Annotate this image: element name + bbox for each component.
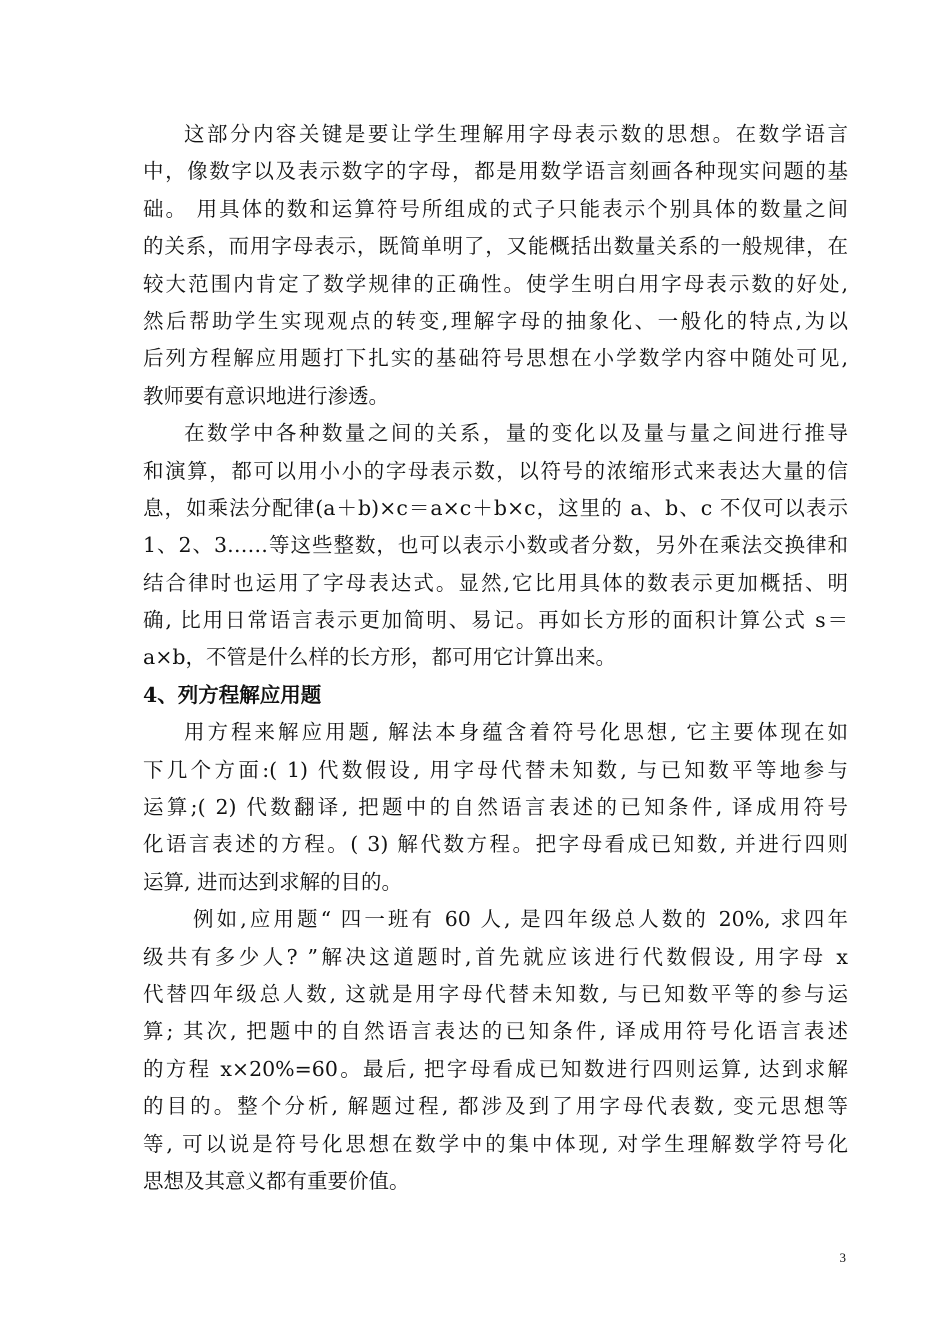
text-line: 的目的。整个分析, 解题过程, 都涉及到了用字母代表数, 变元思想等 (143, 1094, 848, 1119)
text-line: 化语言表述的方程。( 3) 解代数方程。把字母看成已知数, 并进行四则 (143, 832, 848, 857)
text-line: 思想及其意义都有重要价值。 (143, 1168, 410, 1193)
text-line: 中，像数字以及表示数字的字母，都是用数学语言刻画各种现实问题的基 (143, 159, 848, 184)
text-line: a×b，不管是什么样的长方形，都可用它计算出来。 (143, 645, 617, 670)
text-line: 用方程来解应用题, 解法本身蕴含着符号化思想, 它主要体现在如 (184, 720, 848, 745)
text-line: 这部分内容关键是要让学生理解用字母表示数的思想。在数学语言 (184, 122, 848, 146)
text-line: 运算;( 2) 代数翻译, 把题中的自然语言表述的已知条件, 译成用符号 (143, 795, 848, 820)
text-line: 等, 可以说是符号化思想在数学中的集中体现, 对学生理解数学符号化 (143, 1131, 848, 1156)
document-body (143, 116, 848, 1200)
text-line: 的方程 x×20%=60。最后, 把字母看成已知数进行四则运算, 达到求解 (143, 1056, 848, 1081)
text-line: 的关系，而用字母表示，既简单明了，又能概括出数量关系的一般规律，在 (143, 234, 848, 259)
paragraph-symbol-thinking (143, 116, 848, 415)
text-line: 结合律时也运用了字母表达式。显然,它比用具体的数表示更加概括、明 (143, 570, 848, 595)
text-line: 级共有多少人? ”解决这道题时,首先就应该进行代数假设, 用字母 x (143, 944, 848, 969)
paragraph-example (143, 901, 848, 1200)
text-line: 教师要有意识地进行渗透。 (143, 383, 389, 408)
text-line: 运算, 进而达到求解的目的。 (143, 869, 403, 894)
section-heading: 4、列方程解应用题 (143, 682, 322, 707)
text-line: 代替四年级总人数, 这就是用字母代替未知数, 与已知数平等的参与运 (143, 981, 848, 1006)
paragraph-equation-method (143, 714, 848, 901)
text-line: 确, 比用日常语言表示更加简明、易记。再如长方形的面积计算公式 s＝ (143, 608, 848, 633)
page-number: 3 (839, 1250, 846, 1265)
text-line: 1、2、3……等这些整数，也可以表示小数或者分数，另外在乘法交换律和 (143, 533, 848, 558)
text-line: 后列方程解应用题打下扎实的基础符号思想在小学数学内容中随处可见, (143, 346, 848, 371)
text-line: 算; 其次, 把题中的自然语言表达的已知条件, 译成用符号化语言表述 (143, 1019, 848, 1044)
text-line: 在数学中各种数量之间的关系，量的变化以及量与量之间进行推导 (184, 421, 848, 446)
text-line: 和演算，都可以用小小的字母表示数，以符号的浓缩形式来表达大量的信 (143, 458, 848, 483)
text-line: 息，如乘法分配律(a＋b)×c＝a×c＋b×c，这里的 a、b、c 不仅可以表示 (143, 495, 848, 520)
text-line: 下几个方面:( 1) 代数假设, 用字母代替未知数, 与已知数平等地参与 (143, 757, 848, 782)
text-line: 例如,应用题“ 四一班有 60 人, 是四年级总人数的 20%, 求四年 (193, 907, 848, 932)
text-line: 础。 用具体的数和运算符号所组成的式子只能表示个别具体的数量之间 (143, 196, 848, 221)
paragraph-quantity-relations (143, 415, 848, 677)
text-line: 然后帮助学生实现观点的转变,理解字母的抽象化、一般化的特点,为以 (143, 308, 848, 333)
text-line: 较大范围内肯定了数学规律的正确性。使学生明白用字母表示数的好处, (143, 271, 848, 296)
